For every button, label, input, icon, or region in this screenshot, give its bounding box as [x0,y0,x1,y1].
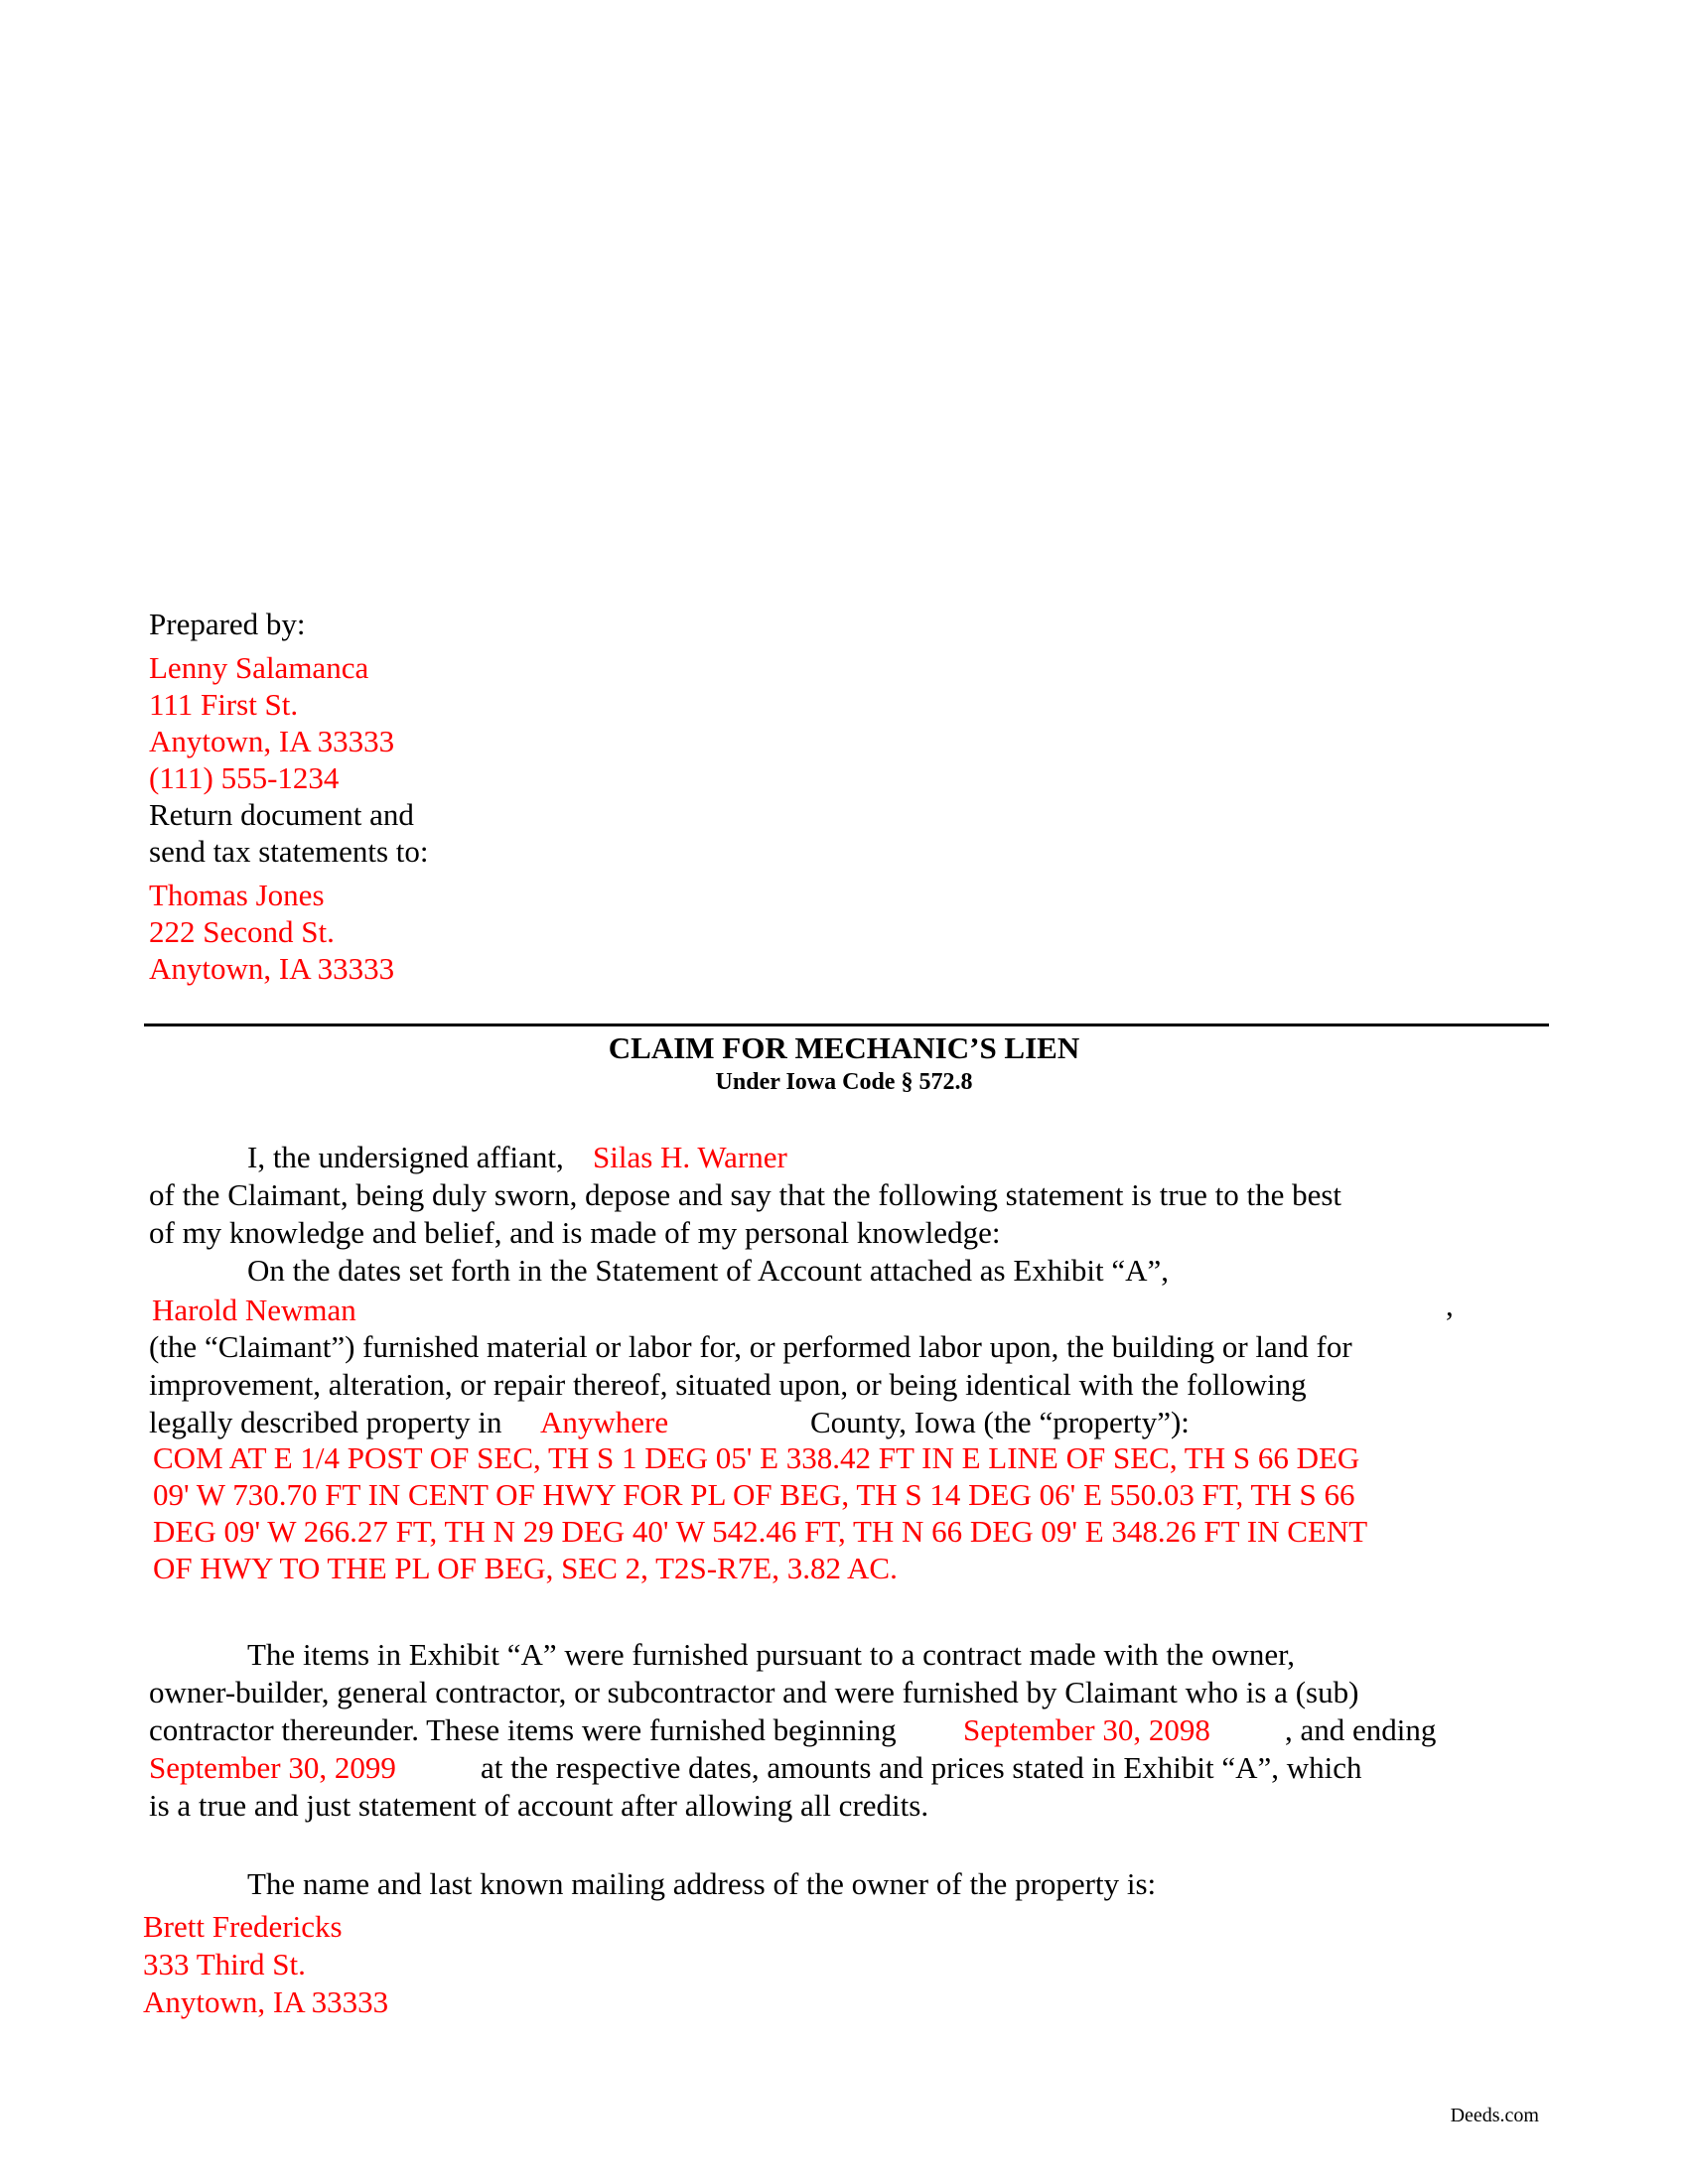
affidavit-line-7: improvement, alteration, or repair thereof, situated upon, or being identical with the following [149,1367,1307,1402]
preparer-name: Lenny Salamanca [149,650,369,685]
return-to-name: Thomas Jones [149,878,325,912]
items-line-3-end: , and ending [1285,1712,1437,1747]
document-subtitle: Under Iowa Code § 572.8 [715,1069,973,1095]
affidavit-line-2: of the Claimant, being duly sworn, depose and say that the following statement is true to the best [149,1177,1342,1212]
county-name: Anywhere [540,1405,669,1439]
horizontal-divider [144,1024,1549,1026]
items-line-1: The items in Exhibit “A” were furnished pursuant to a contract made with the owner, [247,1637,1296,1672]
legal-description-line: OF HWY TO THE PL OF BEG, SEC 2, T2S-R7E, 3.82 AC. [153,1551,898,1585]
affidavit-intro: I, the undersigned affiant, [247,1140,564,1174]
footer-brand: Deeds.com [1450,2105,1539,2126]
items-line-2: owner-builder, general contractor, or subcontractor and were furnished by Claimant who is a (sub) [149,1675,1359,1709]
begin-date: September 30, 2098 [963,1712,1210,1747]
end-date: September 30, 2099 [149,1750,396,1785]
items-line-3-start: contractor thereunder. These items were furnished beginning [149,1712,897,1747]
return-to-label-line1: Return document and [149,797,414,832]
owner-city: Anytown, IA 33333 [143,1984,389,2019]
items-line-4: at the respective dates, amounts and prices stated in Exhibit “A”, which [481,1750,1362,1785]
legal-description-line: 09' W 730.70 FT IN CENT OF HWY FOR PL OF BEG, TH S 14 DEG 06' E 550.03 FT, TH S 66 [153,1477,1355,1512]
legal-description-line: COM AT E 1/4 POST OF SEC, TH S 1 DEG 05' E 338.42 FT IN E LINE OF SEC, TH S 66 DEG [153,1440,1360,1475]
affiant-name: Silas H. Warner [593,1140,787,1174]
prepared-by-label: Prepared by: [149,607,306,641]
owner-intro: The name and last known mailing address of the owner of the property is: [247,1866,1157,1901]
legal-description [153,1439,1503,1586]
legal-description-line: DEG 09' W 266.27 FT, TH N 29 DEG 40' W 542.46 FT, TH N 66 DEG 09' E 348.26 FT IN CENT [153,1514,1368,1549]
return-to-label-line2: send tax statements to: [149,834,429,869]
affidavit-line-4: On the dates set forth in the Statement of Account attached as Exhibit “A”, [247,1253,1170,1288]
affidavit-line-6: (the “Claimant”) furnished material or labor for, or performed labor upon, the building or land for [149,1329,1352,1364]
preparer-phone: (111) 555-1234 [149,760,340,795]
preparer-city: Anytown, IA 33333 [149,724,395,758]
claimant-comma: , [1446,1288,1454,1322]
return-to-street: 222 Second St. [149,914,335,949]
document-title: CLAIM FOR MECHANIC’S LIEN [608,1030,1080,1065]
affidavit-line-8-end: County, Iowa (the “property”): [810,1405,1190,1439]
owner-name: Brett Fredericks [143,1909,343,1944]
claimant-name: Harold Newman [152,1293,356,1327]
affidavit-line-3: of my knowledge and belief, and is made of my personal knowledge: [149,1215,1001,1250]
return-to-city: Anytown, IA 33333 [149,951,395,986]
items-line-5: is a true and just statement of account after allowing all credits. [149,1788,929,1823]
owner-street: 333 Third St. [143,1947,306,1981]
preparer-street: 111 First St. [149,687,299,722]
affidavit-line-8-start: legally described property in [149,1405,502,1439]
